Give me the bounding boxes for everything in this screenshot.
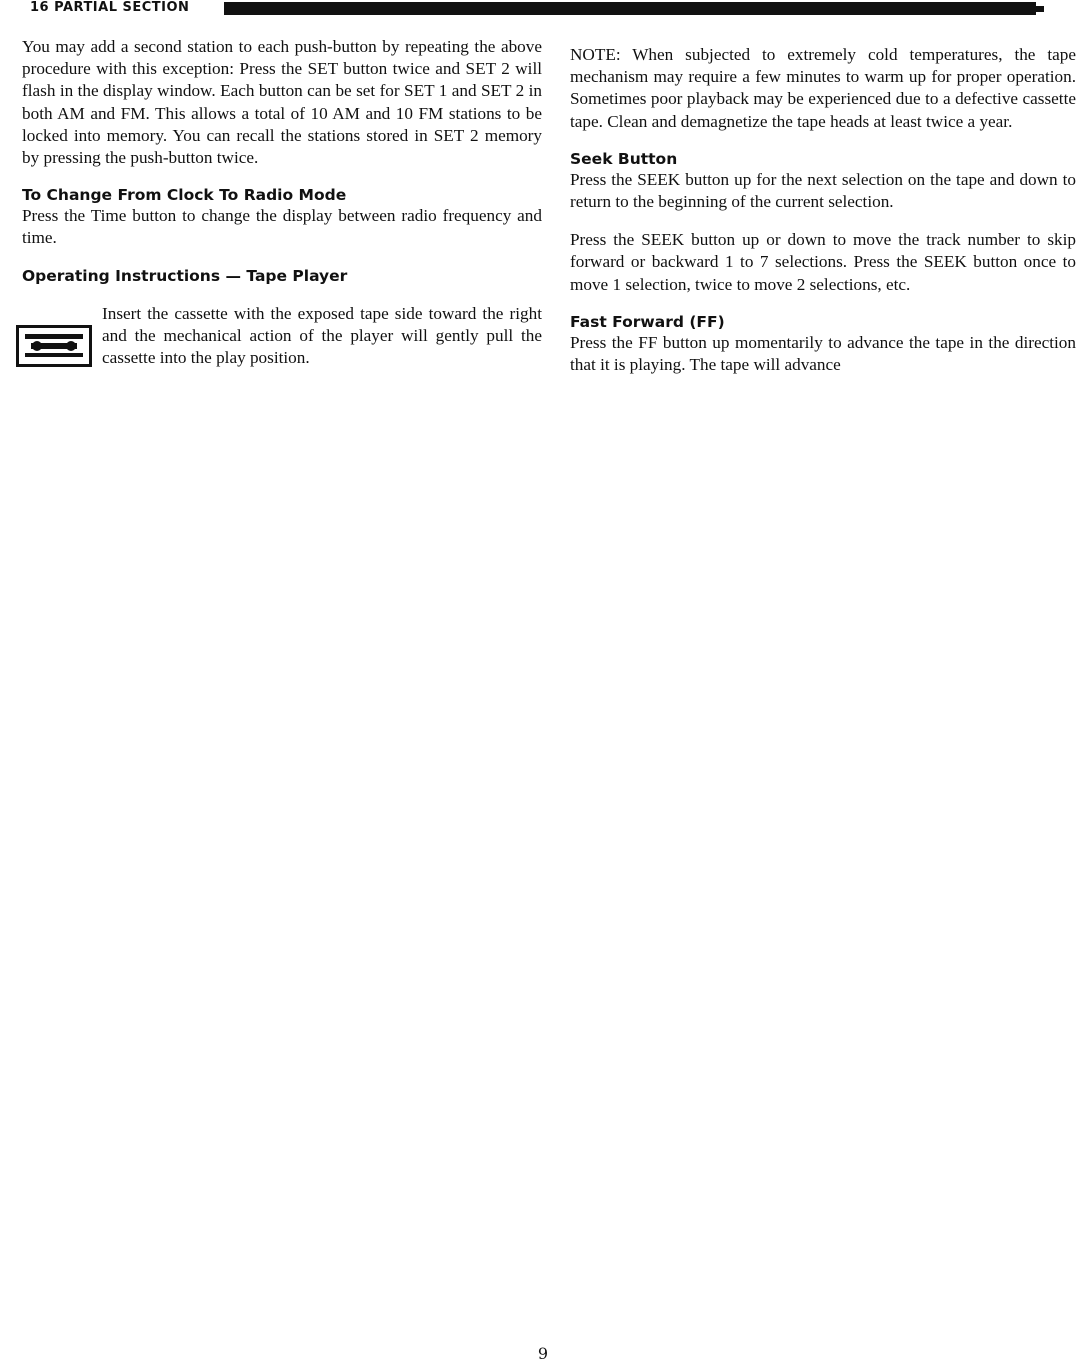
fast-forward-paragraph: Press the FF button up momentarily to advance the tape in the direction that it is playing. The tape will advance [570,332,1076,375]
clock-mode-heading: To Change From Clock To Radio Mode [22,186,347,205]
page-header [0,0,1086,18]
section-label: 16 PARTIAL SECTION [30,0,190,15]
tape-instructions-paragraph: Insert the cassette with the exposed tape side toward the right and the mechanical action of the player will gently pull the cassette into the play position. [102,303,542,368]
intro-paragraph: You may add a second station to each push-button by repeating the above procedure with this exception: Press the SET button twice and SET 2 will flash in the display window. Each button can be set for SET 1 and SET 2 in both AM and FM. This allows a total of 10 AM and 10 FM stations to be locked into memory. You can recall the stations stored in SET 2 memory by pressing the push-button twice. [22,37,542,168]
note-paragraph: NOTE: When subjected to extremely cold temperatures, the tape mechanism may require a few minutes to warm up for proper operation. Sometimes poor playback may be experienced due to a defective cassette tape. Clean and demagnetize the tape heads at least twice a year. [570,45,1076,131]
page-number: 9 [537,1344,549,1363]
fast-forward-heading: Fast Forward (FF) [570,312,725,331]
clock-mode-paragraph: Press the Time button to change the display between radio frequency and time. [22,206,542,248]
seek-button-heading: Seek Button [570,149,678,168]
header-rule [224,2,1036,15]
cassette-icon [16,325,92,367]
left-column [22,36,542,387]
tape-instructions-block [22,303,542,370]
right-column [570,44,1076,392]
seek-paragraph-1: Press the SEEK button up for the next selection on the tape and down to return to the beginning of the current selection. [570,169,1076,212]
seek-paragraph-2: Press the SEEK button up or down to move the track number to skip forward or backward 1 to 7 selections. Press the SEEK button once to move 1 selection, twice to move 2 selections, etc. [570,230,1076,294]
tape-player-heading: Operating Instructions — Tape Player [22,266,348,285]
